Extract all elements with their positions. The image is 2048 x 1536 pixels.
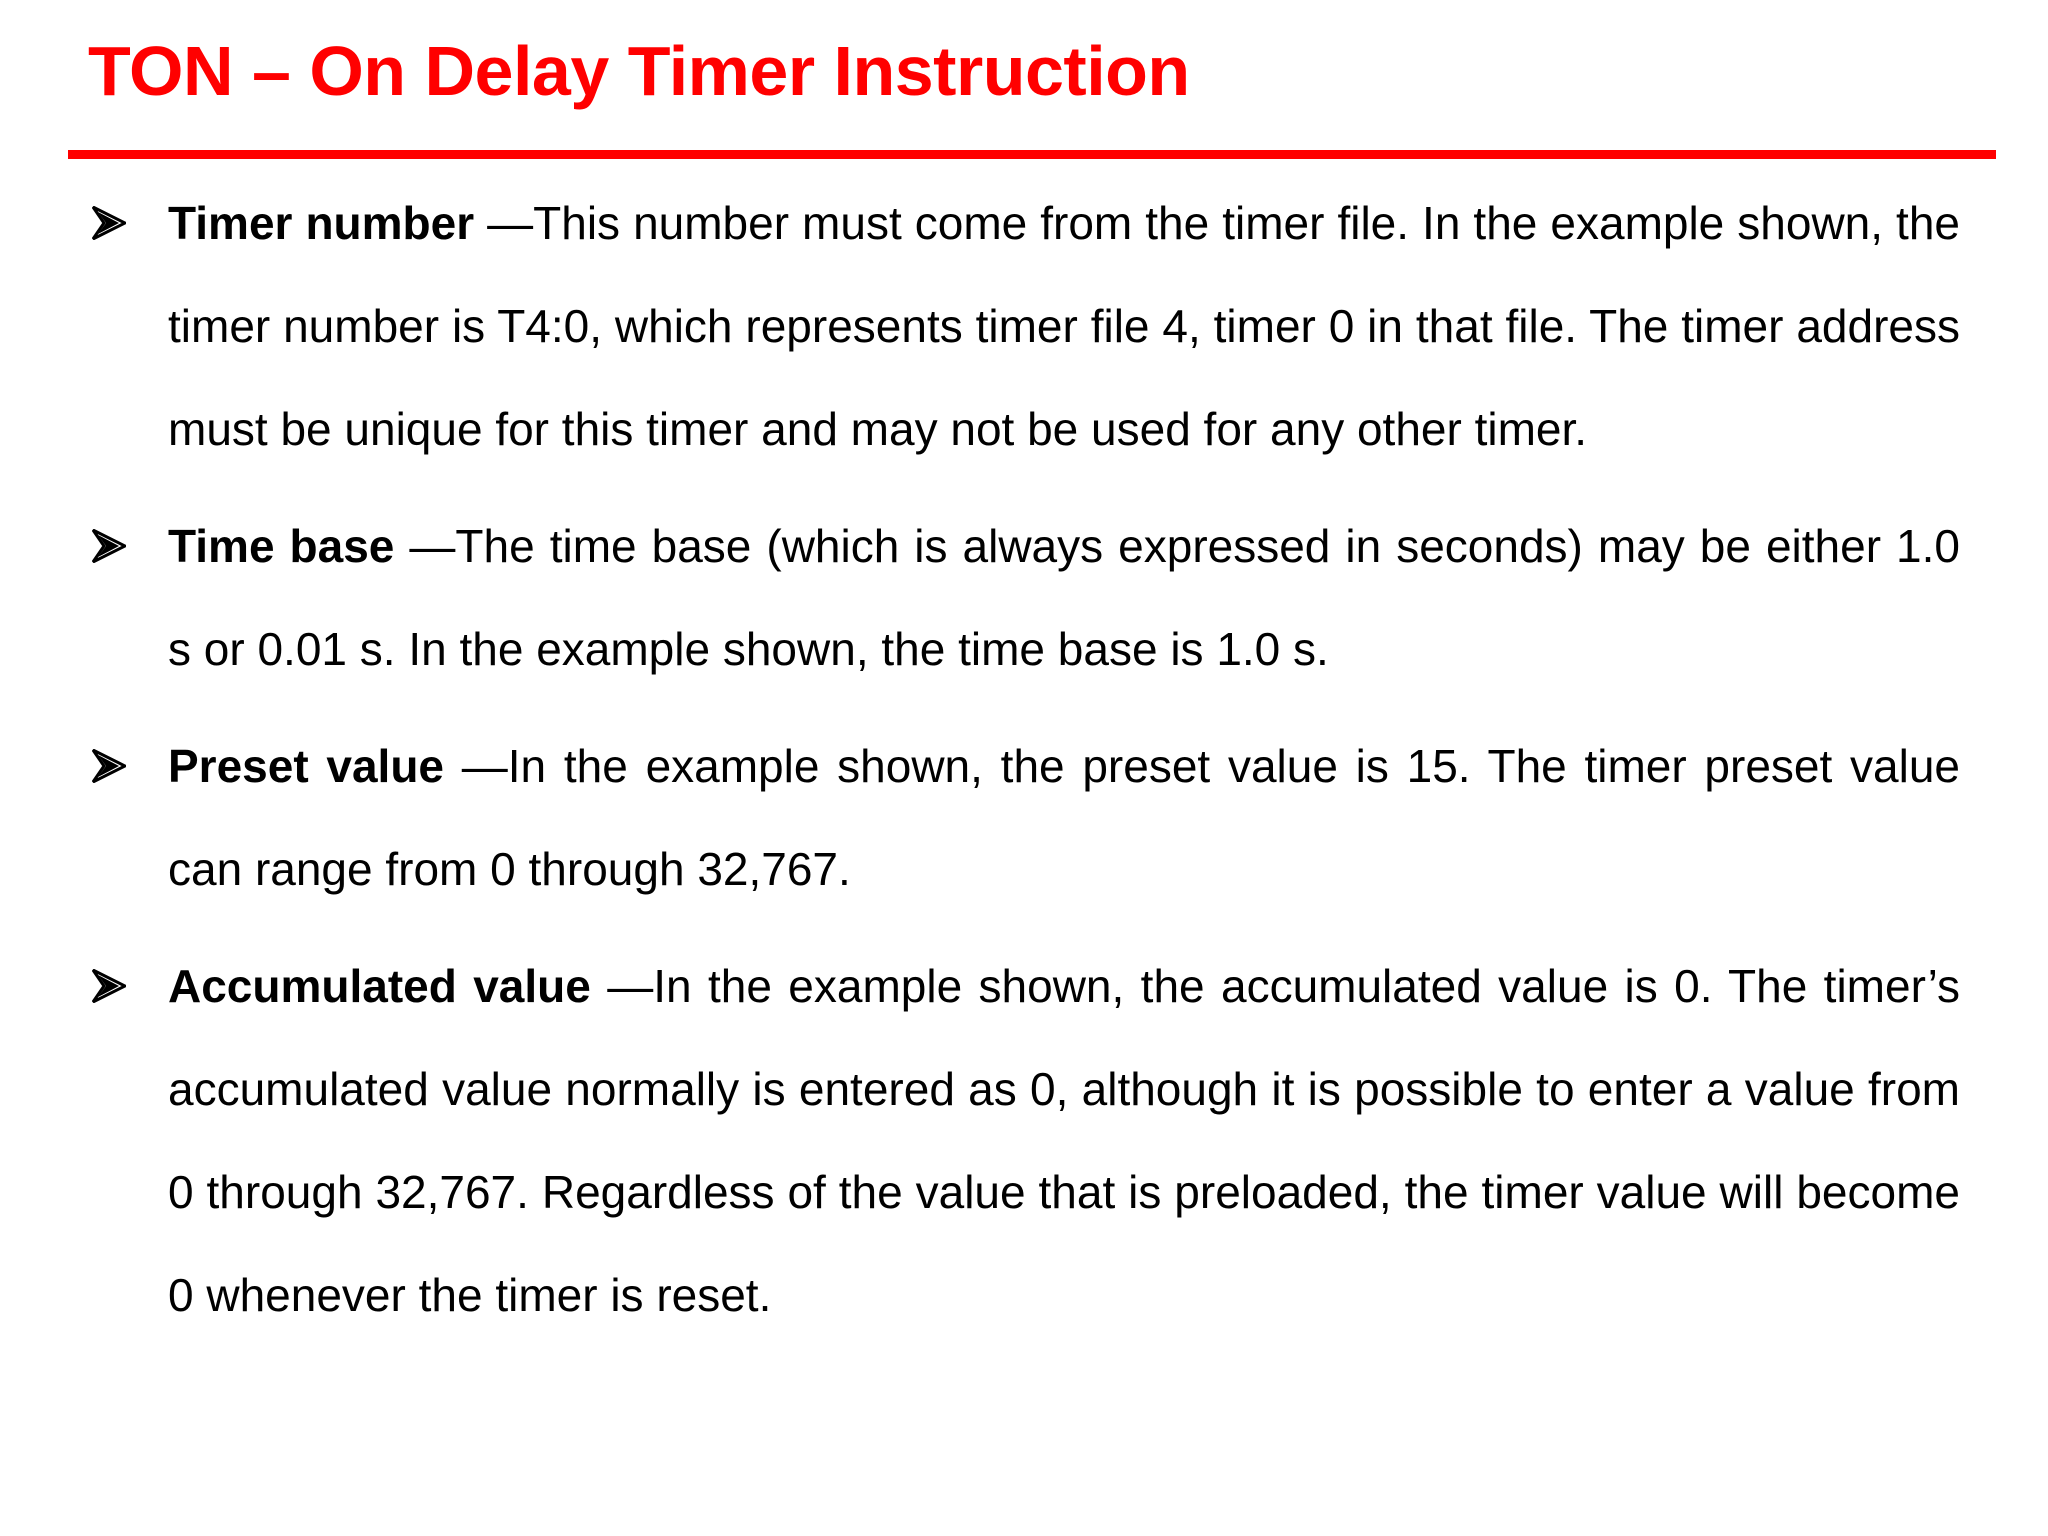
bullet-term: Accumulated value <box>168 960 591 1012</box>
slide-title: TON – On Delay Timer Instruction <box>88 32 1190 110</box>
bullet-term: Time base <box>168 520 395 572</box>
bullet-timer-number <box>90 172 1960 481</box>
bullet-text: —In the example shown, the preset value is 15. The timer preset value can range from 0 through 32,767. <box>168 740 1960 895</box>
arrowhead-bullet-icon <box>92 206 126 240</box>
bullet-term: Preset value <box>168 740 445 792</box>
bullet-text: —The time base (which is always expressed in seconds) may be either 1.0 s or 0.01 s. In the example shown, the time base is 1.0 s. <box>168 520 1960 675</box>
bullet-text: —In the example shown, the accumulated value is 0. The timer’s accumulated value normally is entered as 0, although it is possible to enter a value from 0 through 32,767. Regardless of the value that is preloaded, the timer value will become 0 whenever the timer is reset. <box>168 960 1960 1321</box>
title-underline <box>68 150 1996 159</box>
bullet-time-base <box>90 495 1960 701</box>
arrowhead-bullet-icon <box>92 529 126 563</box>
arrowhead-bullet-icon <box>92 969 126 1003</box>
arrowhead-bullet-icon <box>92 749 126 783</box>
bullet-preset-value <box>90 715 1960 921</box>
bullet-accumulated-value <box>90 935 1960 1347</box>
bullet-list <box>90 172 1960 1361</box>
bullet-term: Timer number <box>168 197 475 249</box>
bullet-text: —This number must come from the timer file. In the example shown, the timer number is T4:0, which represents timer file 4, timer 0 in that file. The timer address must be unique for this timer and may not be used for any other timer. <box>168 197 1960 455</box>
